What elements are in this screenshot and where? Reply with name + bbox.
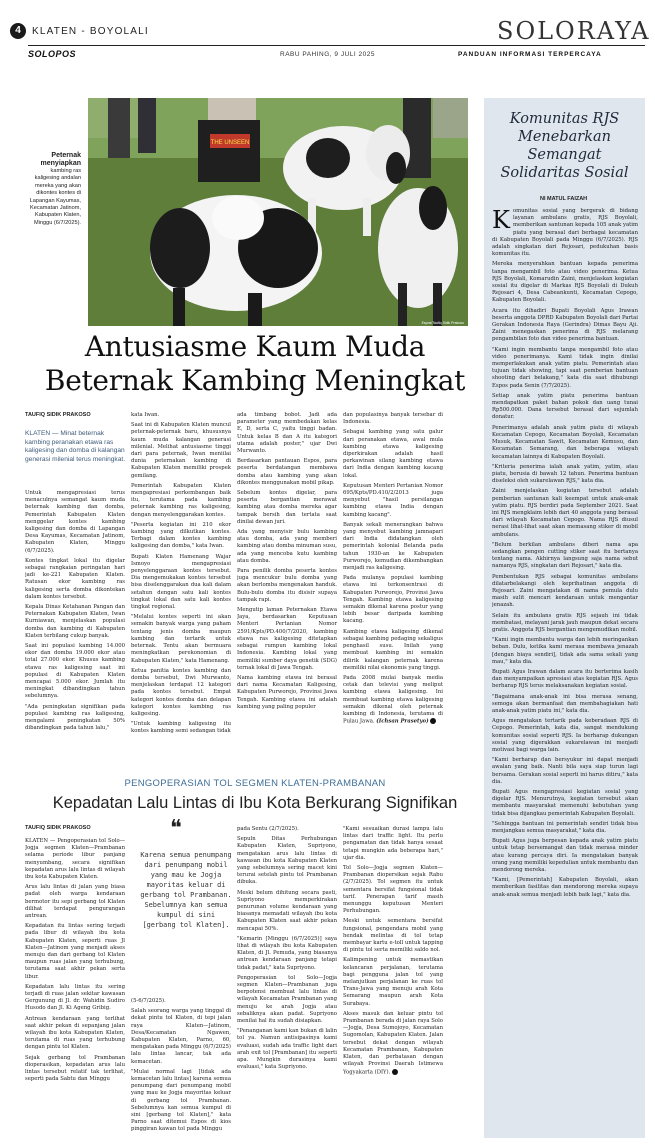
caption-title: Peternak menyiapkan [40, 152, 81, 167]
paragraph: Ada yang menyisir bulu kambing atau domba, ada yang memberi kambing atau domba minuman susu, ada yang mencoba kutu kambing atau domba. [237, 529, 337, 564]
paragraph: Mengutip laman Peternakan Etawa Jaya, berdasarkan Keputusan Menteri Pertanian Nomor 2591/Kpts/PD.400/7/2020, kambing etawa ras kaligesing ditetapkan sebagai rumpun kambing lokal Indonesia. Kambing lokal yang memiliki sumber daya genetik (SDG) ternak lokal di Jawa Tengah. [237, 607, 337, 671]
paragraph: Acara itu dihadiri Bupati Boyolali Agus Irawan beserta anggota DPRD Kabupaten Boyolali dari Partai Gerakan Indonesia Raya (Gerindra) Dimas Bayu Aji. Zaini menegaskan penerima di RJS melarang pengambilan foto dan video penerima bantuan. [492, 307, 638, 343]
article1-column-2 [131, 412, 231, 758]
paragraph: ada timbang bobot. Jadi ada parameter yang membedakan kelas E, D, serta C, yaitu tinggi badan. Untuk kelas B dan A itu kategori utama adalah poster," ujar Dwi Murwanto. [237, 412, 337, 455]
paragraph: "Mulai normal lagi [tidak ada kemacetan lalu lintas] karena semua penumpang dari penumpang mobil yang mau ke Jogja mayoritas keluar di gerbang tol Prambanan. Sebelumnya kan semua kumpul di sini [gerbang tol Klaten]," kata Parno saat ditemui Espos di kios pinggiran kawan tol pada Minggu [131, 1068, 231, 1133]
article1-column-4 [343, 412, 443, 758]
paragraph [343, 1011, 443, 1076]
paragraph [492, 208, 638, 258]
paragraph: "Kami ingin membantu warga dan lebih meringankan beban. Dulu, ketika kami merasa membawa jenazah [dengan biaya sendiri], tidak ada sama sekali yang mau," kata dia. [492, 637, 638, 665]
paragraph: Penerimanya adalah anak yatim piatu di wilayah Kecamatan Cepogo, Kecamatan Boyolali, Kecamatan Musuk, Kecamatan Sawit, Kecamatan Kemusu, dan Kecamatan Semarang, dan beberapa wilayah kecamatan lainnya di Kabupaten Boyolali. [492, 424, 638, 460]
paragraph-text: omunitas sosial yang bergerak di bidang layanan ambulans gratis, RJS Boyolali, memberikan santunan kepada 105 anak yatim piatu yang berasal dari berbagai kecamatan di Kabupaten Boyolali pada Minggu (6/7/2025). RJS adalah singkatan dari Rejosari, pedukuhan basis komunitas itu. [492, 208, 638, 258]
tagline: PANDUAN INFORMASI TERPERCAYA [458, 51, 602, 58]
paragraph: Kontes tingkat lokal itu digelar sebagai rangkaian peringatan hari jadi ke-221 Kabupaten Klaten. Ratusan ekor kambing ras kaligesing serta domba dikontekan dalam kontes tersebut. [25, 557, 125, 600]
paragraph: Bupati Agus juga berpesan kepada anak yatim piatu untuk tetap bersemangat dan tidak merasa minder atau kurang percaya diri. Ia mengatakan banyak orang yang memiliki kepedulian untuk membantu dan mendorong mereka. [492, 838, 638, 874]
paragraph: Meski untuk sementara bersifat fungsional, pengendara mobil yang hendak melintas di tol tetap membayar kartu e-toll untuk tapping di pintu tol serta memiliki saldo nol. [343, 918, 443, 954]
end-mark-icon [430, 718, 436, 724]
paragraph: Bupati Agus mengapresiasi kegiatan sosial yang digelar RJS. Menurutnya, kegiatan tersebut akan membantu masyarakat memenuhi kebutuhan yang tidak bisa dijangkau pemerintah Kabupaten Boyolali. [492, 789, 638, 817]
paragraph: dan populasinya banyak tersebar di Indonesia. [343, 412, 443, 426]
main-photo [88, 98, 468, 326]
paragraph: kata Iwan. [131, 412, 160, 418]
paragraph: Bupati Agus Irawan dalam acara itu berterima kasih dan menyampaikan apresiasi atas kegiatan RJS. Agus berharap RJS terus melaksanakan kegiatan sosial. [492, 668, 638, 690]
sidebar-title-line-4: Solidaritas Sosial [500, 165, 629, 181]
paragraph: Sepuln Ditas Perhubungan Kabupaten Klaten, Supriyono, mengatakan arus lalu lintas di kawasan ibu kota Kabupaten Klaten yang sebelumnya sering macet kini terurai setelah pintu tol Prambanan dibuka. [237, 836, 337, 886]
paragraph: "Sehingga bantuan ini pemerintah sendiri tidak bisa menjangkau semua masyarakat," kata dia. [492, 820, 638, 835]
article1-lead: KLATEN — Minat beternak kambing peranakan etawa ras kaligesing dan domba di kalangan generasi milenial terus meningkat. [25, 430, 126, 463]
article2-headline: Kepadatan Lalu Lintas di Ibu Kota Berkurang Signifikan [52, 794, 458, 812]
paragraph: "Kami sesuaikan durasi lampu lalu lintas dari traffic light. Itu perlu pengamatan dan tidak hanya sesaat tetapi mungkin ada beberapa hari," ujar dia. [343, 826, 443, 861]
paragraph: Berdasarkan pantauan Espos, para peserta berdatangan membawa domba atau kambing yang akan dikontes menggunakan mobil pikap. [237, 458, 337, 486]
paragraph: Kepala Dinas Ketahanan Pangan dan Peternakan Kabupaten Klaten, Iwan Kurniawan, menjelaskan populasi domba dan kambing di Kabupaten Klaten terbilang cukup banyak. [25, 604, 125, 639]
paragraph: Banyak sekali menerangkan bahwa yang menyebut kambing jamnapari dari India didatangkan oleh pemerintah kolonial Belanda pada tahun 1930-an ke Kabupaten Purworejo, kemudian dikembangkan menjadi ras kaligesing. [343, 521, 443, 572]
paragraph: "Kami berharap dan bersyukur ini dapat menjadi awalan yang baik. Nanti bila saya siap turun lagi bersama. Gerakan sosial seperti ini harus ditiru," kata dia. [492, 757, 638, 785]
sidebar-title [486, 110, 643, 182]
goat-photo-illustration [88, 98, 468, 326]
shirt-print: THE UNSEEN [210, 140, 250, 146]
pull-quote: Karena semua penumpang dari penumpang mobil yang mau ke Jogja mayoritas keluar di gerbang tol Prambanan. Sebelumnya kan semua kumpul di sini [gerbang tol Klaten]. [140, 851, 232, 929]
paragraph: Para penilik domba peserta kontes juga mencukur bulu domba yang akan berlomba mengenakan handuk. Bulu-bulu domba itu disisir supaya tampak rapi. [237, 568, 337, 603]
paragraph: Sejak gerbang tol Prambanan dioperasikan, kepadatan arus lalu lintas tersebut relatif tak terlihat, seperti pada Sabtu dan Minggu [25, 1054, 125, 1083]
paragraph: "Kemarin [Minggu (6/7/2025)] saya lihat di wilayah ibu kota Kabupaten Klaten, di Jl. Pemuda, yang biasanya antrean kendaraan panjang tetapi tidak padat," kata Supriyono. [237, 935, 337, 971]
paragraph: Nama kambing etawa ini berasal dari nama Kecamatan Kaligesing, Kabupaten Purworejo, Provinsi Jawa Tengah. Kambing etawa ini adalah kambing yang paling populer [237, 674, 337, 710]
paragraph: Sebelum kontes digelar, para peserta bergantian merawat kambing atau domba mereka agar tampak bersih dan tertata saat dinilai dewan juri. [237, 490, 337, 525]
paragraph: "Untuk kambing kaligesing itu kontes kambing semi sedangan tidak [131, 721, 231, 735]
editor-credit: (Ichsan Prasetyo) [376, 718, 429, 725]
page-number: 4 [15, 25, 21, 36]
paragraph: Kepadatan itu lintas sering terjadi pada libur di wilayah ibu kota Kabupaten Klaten, seperti ruas Jl Klaten—Jatinom yang menjadi akses menuju dan dari gerbang tol Klaten maupun ruas jalan yang terhubung, terutama saat akhir pekan serta libur. [25, 923, 125, 980]
paragraph: Selain itu ambulans gratis RJS sejauh ini tidak membatasi, melayani jarak jauh maupun dekat secara gratis. Anggota RJS bergantian mengemudikan mobil. [492, 612, 638, 633]
paragraph: Saat ini di Kabupaten Klaten muncul peternak-peternak baru, khususnya kaum muda kalangan generasi milenial. Melihat antusiasme tinggi dari para peternak, Iwan meniilai dunia peternakan kambing di Kabupaten Klaten memiliki prospek gemilang. [131, 422, 231, 479]
paragraph: "Ada peningkatan signifikan pada populasi kambing ras kaligesing, mengalami peningkatan 50% dibandingkan pada tahun lalu," [25, 703, 125, 732]
paragraph: Zaini menjelaskan kegiatan tersebut adalah pemberian santunan kali keempat untuk anak-anak yatim piatu. RJS berdiri pada September 2021. Saat ini RJS mengklaim lebih dari 40 anggota yang berasal dari wilayah Kecamatan Cepogo. Nama RJS diusul nerasi lihat-lihat saat akan memasang stiker di mobil ambulans. [492, 488, 638, 538]
paragraph: Pada mulanya populasi kambing etawa ini terkonsentrasi di Kabupaten Purworejo, Provinsi Jawa Tengah. Kambing etawa kaligesing semakin dikenal karena postur yang lebih besar daripada kambing kacang. [343, 575, 443, 625]
headline-line-1: Antusiasme Kaum Muda [84, 330, 426, 363]
paragraph: "Bagaimana anak-anak ini bisa merasa senang, semoga akan bermanfaat dan membahagiakan hati anak-anak yatim piatu ini," kata dia. [492, 693, 638, 714]
caption-body: kambing ras kaligesing andalan mereka yang akan dikontes kontes di Lapangan Kayumas, Kecamatan Jatinom, Kabupaten Klaten, Minggu (6/7/2025). [29, 168, 81, 226]
paragraph-text: Pada 2008 mulai banyak media cetak dan televisi yang meliput kambing etawa kaligesing. Ini membuat kambing etawa kaligesing semakin dikenal oleh peternak kambing di Indonesia, terutama di Pulau Jawa. [343, 674, 443, 725]
headline-line-2: Beternak Kambing Meningkat [44, 364, 466, 397]
article1-column-3 [237, 412, 337, 758]
paragraph: Bupati Klaten Hamenang Wajar Ismoyo mengapresiasi penyelenggaraan kontes tersebut. Dia mengemukakan kontes tersebut bisa diselenggarakan dua kali dalam setahun dengan satu kali kontes tingkat lokal dan satu kali kontes tingkat regional. [131, 553, 231, 611]
paragraph: Sebagai kambing yang satu galur dari peranakan etawa, awal mula kambing etawa kaligesing diperkirakan adalah hasil perkawinan silang kambing etawa dari India dengan kambing kacang lokal. [343, 429, 443, 479]
paragraph: Setiap anak yatim piatu penerima bantuan mendapatkan paket bahan pokok dan uang tunai Rp500.000. Dana tersebut berasal dari sejumlah donatur. [492, 392, 638, 421]
issue-date: RABU PAHING, 9 JULI 2025 [280, 51, 375, 58]
paragraph: (5-6/7/2025). [131, 998, 166, 1004]
paragraph: Tol Solo—Jogja segmen Klaten—Prambanan diopersikan sejak Rabu (2/7/2025). Tol segmen itu untuk sementara bersifat fungsional tidak tarif. Penerapan tarif masih menunggu keputusan Menteri Perhubungan. [343, 865, 443, 915]
article2-column-2 [131, 998, 231, 1138]
paragraph: pada Sentu (2/7/2025). [237, 826, 299, 832]
paragraph: Saat ini populasi kambing 14.000 ekor dan domba 19.000 ekor atau total 27.000 ekor. Khusus kambing etawa ras kaligesing saat ini populasi di Kabupaten Klaten mencapai 5.000 ekor. Jumlah itu meningkat dibandingkan tahun sebelumnya. [25, 643, 125, 700]
paragraph: "Kami ingin membantu tanpa mengambil foto atau video penerimanya. Kami tidak ingin dinilai memperlakukan anak yatim piatu. Pemerintah atau tujuan tidak showing, tapi saat pemberian bantuan shooting dari belakang," kata dia saat dihubungi Espos pada Senin (7/7/2025). [492, 346, 638, 389]
article1-headline [25, 330, 485, 398]
solopos-logo: SOLOPOS [28, 49, 77, 59]
paragraph: Keputusan Menteri Pertanian Nomor 695/Kpts/PD.410/2/2013 juga menyebut "hasil persilangan kambing etawa India dengan kambing kacang". [343, 482, 443, 518]
paragraph: Untuk mengapresiasi terus menaculnya semangat kaum muda beternak kambing dan domba, Pemerintah Kabupaten Klaten menggelar kontes kambing kaligesing dan domba di Lapangan Desa Kayumas, Kecamatan Jatinom, Kabupaten Klaten, Minggu (6/7/2025). [25, 490, 125, 554]
photo-caption [25, 152, 81, 227]
paragraph: Pengoperasian tol Solo—Jogja segmen Klaten—Prambanan juga berpotensi membuat lalu lintas di wilayah Kecamatan Prambanan yang menuju ke arah Jogja atau sebaliknya akan padat. Supriyono menilai hal itu sudah disiapkan. [237, 974, 337, 1025]
paragraph: Salah seorang warga yang tinggal di dekat pintu tol Klaten, di tepi jalan raya Klaten—Jatinom, Desa/Kecamatan Ngawen, Kabupaten Klaten, Parno, 60, mengatakan pada Minggu (6/7/2025) lalu lintas lancar, tak ada kemacetan. [131, 1008, 231, 1065]
paragraph: Arus lalu lintas di jalan yang biasa padat oleh warga kendaraan bermotor itu sepi gerbang tol Klaten dilihat terdapat pengurangan antrean. [25, 884, 125, 920]
article1-byline: TAUFIQ SIDIK PRAKOSO [25, 412, 91, 418]
paragraph: KLATEN — Pengoperasian tol Solo—Jogja segmen Klaten—Prambanan selama periode libur panjang menyumbang, secara signifikan kepadatan arus lalu lintas di wilayah ibu kota Kabupaten Klaten. [25, 838, 125, 881]
paragraph: "Belum berkilan ambulans diberi nama apa sedangkan pengen cutting stiker saat itu bertanya tentang nama. Akhirnya langsung saja nama sebut namanya RJS, singkatan dari Rejosari," kata dia. [492, 541, 638, 570]
paragraph: Agus mengatakan tertarik pada keberadaan RJS di Cepogo. Pemerintah, kata dia, sangat mendukung komunitas sosial seperti RJS. Ia berharap dukungan sosial yang digerakkan sukarelawan ini menjadi motivasi bagi warga lain. [492, 718, 638, 754]
page-number-badge [10, 23, 26, 39]
paragraph-text: Akses masuk dan keluar pintu tol Prambanan berada di jalan raya Solo—Jogja, Desa Sumojoyo, Kecamatan Sugomolan, Kabupaten Klaten. Jalan tersebut dekat dengan wilayah Kecamatan Prambanan, Kabupaten Klaten, dan perbatasan dengan wilayah Provinsi Daerah Istimewa Yogyakarta (DIY). [343, 1010, 443, 1075]
sidebar-title-line-2: Menebarkan [518, 129, 611, 145]
sidebar-title-line-1: Komunitas RJS [509, 111, 620, 127]
paragraph: Kepadatan lalu lintas itu sering terjadi di ruas jalan sekitar kawasan Gergunung di Jl. dr. Wahidin Sudiro Husodo dan Jl. Ki Ageng Gribig. [25, 983, 125, 1012]
article2-byline: TAUFIQ SIDIK PRAKOSO [25, 825, 91, 831]
article1-column-1 [25, 490, 125, 758]
sidebar-title-line-3: Semangat [527, 147, 602, 163]
section-label: KLATEN - BOYOLALI [32, 26, 149, 37]
quote-mark-icon: ❝ [170, 816, 182, 841]
paragraph: Pembentukan RJS sebagai komunitas ambulans dilatarbelakangi oleh keprihatinan anggota di Rejosari. Zaini mengatakan di nama pemula dulu masih sulit mencari kendaraan untuk mengantar jenazah. [492, 573, 638, 609]
paragraph: Kambing etawa kaligesing dikenal sebagai kambing pedaging sekaligus penghasil susu. Inilah yang membuat kambing ini semakin dilirik kalangan peternak karena memiliki nilai ekonomis yang tinggi. [343, 628, 443, 671]
drop-cap: K [492, 208, 510, 234]
page-header [0, 0, 655, 62]
end-mark-icon [392, 1069, 398, 1075]
paragraph: Meski belum dihitung secara pasti, Supriyono memperkirakan penurunan volume kendaraan yang biasanya memadati wilayah ibu kota Kabupaten Klaten saat akhir pekan mencapai 50%. [237, 889, 337, 932]
paragraph: "Kriteria penerima ialah anak yatim, yatim, atau piatu, berusia di bawah 12 tahun. Penerima bantuan diseleksi oleh sukarelawan RJS," kata dia. [492, 463, 638, 485]
paragraph: Pemerintah Kabupaten Klaten mengapresiasi perkembangan baik itu, terutama pada kambing peternak kambing ras kaligesing, dengan menyelenggarakan kontes. [131, 482, 231, 518]
article2-column-1 [25, 838, 125, 1138]
header-rule [28, 45, 645, 46]
photo-credit: Espos/Taufiq Sidik Prakoso [421, 321, 464, 325]
paragraph: "Melalui kontes seperti ini akan semakin banyak warga yang paham tentang jenis domba maupun kambing dan tertarik untuk beternak. Tentu akan bermuara meningkatkan perekonomian di Kabupaten Klaten," kata Hamenang. [131, 614, 231, 664]
paragraph: Antrean kendaraan yang terlihat saat akhir pekan di sepanjang jalan wilayah ibu kota Kabupaten Klaten, terutama di ruas yang terhubung dengan pintu tol Klaten. [25, 1015, 125, 1051]
sidebar-byline: NI MATUL FAIZAH [540, 196, 588, 202]
paragraph: "Kami, [Pemerintah] Kabupaten Boyolali, akan memberikan fasilitas dan mendorong mereka supaya anak-anak semua menjadi lebih baik lagi," kata dia. [492, 877, 638, 898]
paragraph: "Peserta kegiatan ini 210 ekor kambing yang dilkutkan kontes. Terbagi dalam kontes kambing kaligesing dan domba," kata Iwan. [131, 521, 231, 550]
paragraph [343, 675, 443, 726]
paragraph: "Penanganan kami kan bukan di lalin tol ya. Namun antisipasinya kami evaluasi, sudah ada traffic light dari arah exit tol [Prambanan] itu seperti apa. Mungkin durasinya kami evaluasi," kata Supriyono. [237, 1028, 337, 1071]
article2-column-3 [237, 826, 337, 1138]
paragraph: Ketua panitia kontes kambing dan domba tersebut, Dwi Murwanto, menjelaskan terdapat 12 kategori pada kontes tersebut. Empat kategori kontes domba dan delapan kategori kontes kambing ras kaligesing. [131, 667, 231, 717]
paragraph: Kalimpening untuk memastikan kelancaran perjalanan, terutama bagi pengguna jalan tol yang melanjutkan perjalanan ke ruas tol Trans-Jawa yang menuju arah Kota Semarang maupun arah Kota Surabaya. [343, 957, 443, 1007]
paragraph: Mereka menyerahkan bantuan kepada penerima tanpa mengambil foto atau video penerima. Ketua RJS Boyolali, Komarudin Zaini, menjelaskan kegiatan sosial itu digelar di Markas RJS Boyolali di Dukuh Rejosari 4, Desa Cabeankunti, Kecamatan Cepogo, Kabupaten Boyolali. [492, 261, 638, 304]
sidebar-body [492, 208, 638, 1132]
brand-title: SOLORAYA [497, 17, 651, 45]
article2-kicker: PENGOPERASIAN TOL SEGMEN KLATEN-PRAMBANAN [124, 778, 386, 789]
article2-column-4 [343, 826, 443, 1138]
